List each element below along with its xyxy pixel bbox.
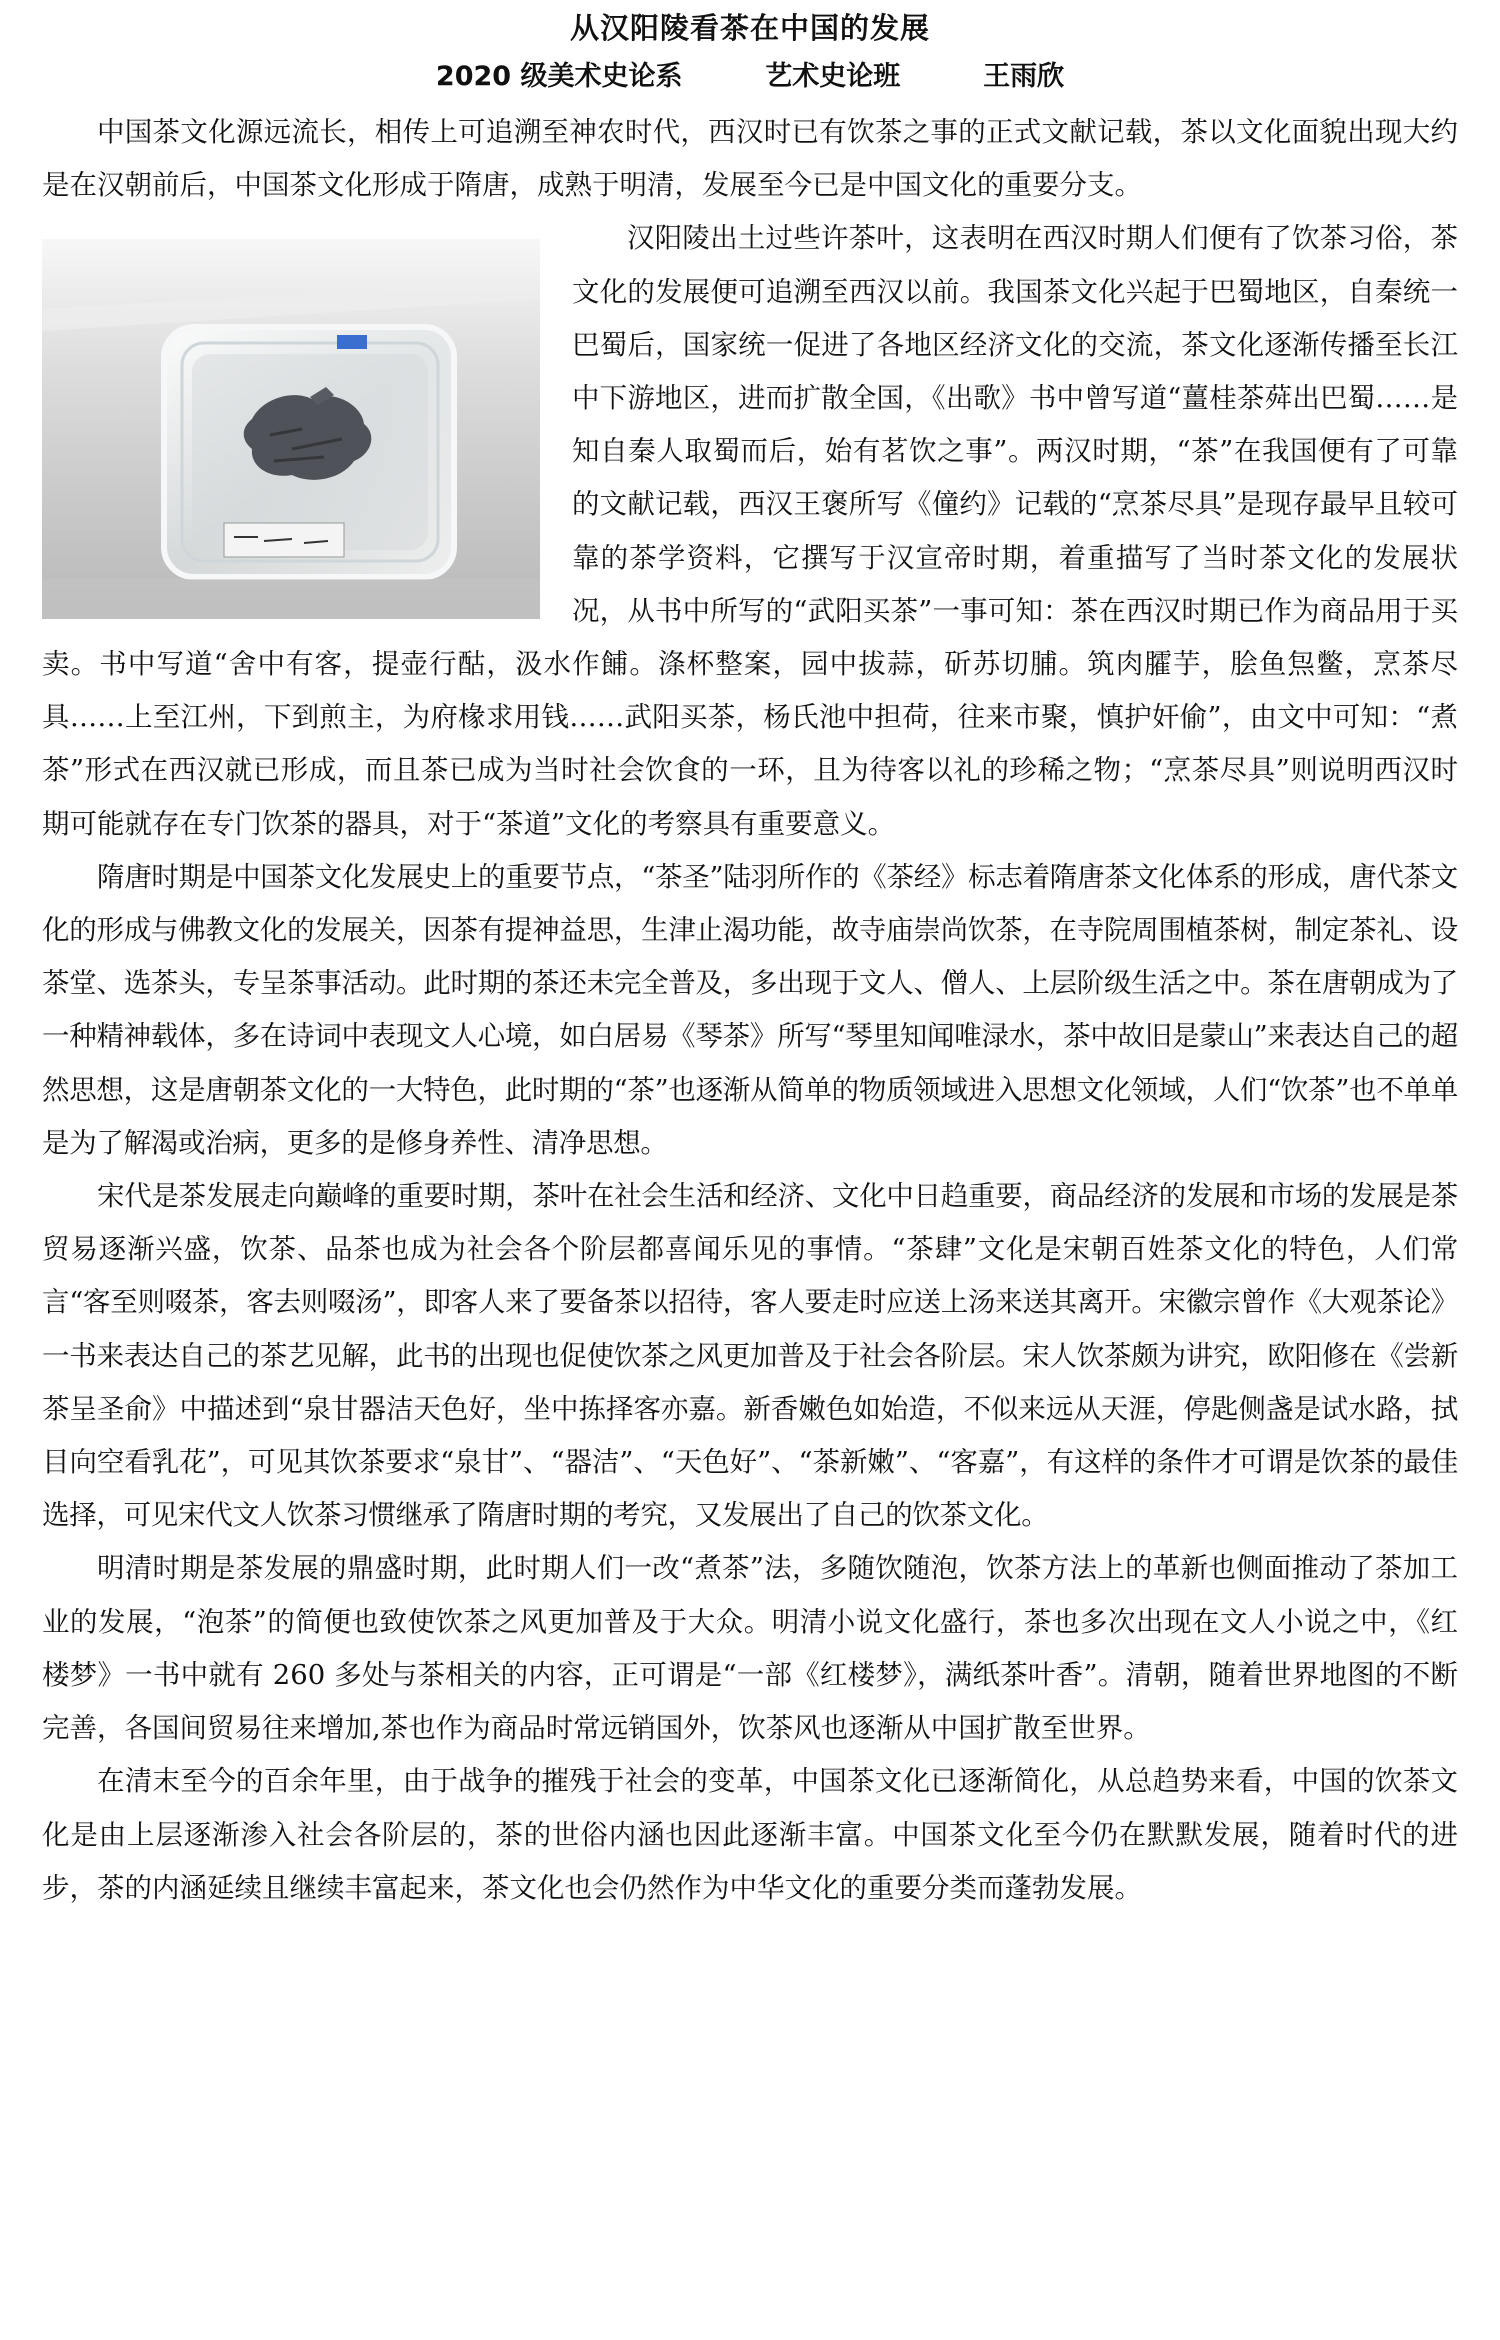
- paragraph-hanyangling: 汉阳陵出土过些许茶叶，这表明在西汉时期人们便有了饮茶习俗，茶文化的发展便可追溯至西汉以前。我国茶文化兴起于巴蜀地区，自秦统一巴蜀后，国家统一促进了各地区经济文化的交流，茶文化逐渐传播至长江中下游地区，进而扩散全国，《出歌》书中曾写道“薑桂茶荈出巴蜀……是知自秦人取蜀而后，始有茗饮之事”。两汉时期，“茶”在我国便有了可靠的文献记载，西汉王褒所写《僮约》记载的“烹茶尽具”是现存最早且较可靠的茶学资料，它撰写于汉宣帝时期，着重描写了当时茶文化的发展状况，从书中所写的“武阳买茶”一事可知：茶在西汉时期已作为商品用于买卖。书中写道“舍中有客，提壶行酤，汲水作餔。涤杯整案，园中拔蒜，斫苏切脯。筑肉臛芋，脍鱼炰鳖，烹茶尽具……上至江州，下到煎主，为府椽求用钱……武阳买茶，杨氏池中担荷，往来市聚，慎护奸偷”，由文中可知：“煮茶”形式在西汉就已形成，而且茶已成为当时社会饮食的一环，且为待客以礼的珍稀之物；“烹茶尽具”则说明西汉时期可能就存在专门饮茶的器具，对于“茶道”文化的考察具有重要意义。: [42, 222, 1458, 840]
- byline: [0, 58, 1500, 96]
- tea-specimen-photo: [42, 239, 540, 619]
- page-title: 从汉阳陵看茶在中国的发展: [569, 11, 930, 45]
- paragraph-song: 宋代是茶发展走向巅峰的重要时期，茶叶在社会生活和经济、文化中日趋重要，商品经济的发展和市场的发展是茶贸易逐渐兴盛，饮茶、品茶也成为社会各个阶层都喜闻乐见的事情。“茶肆”文化是宋朝百姓茶文化的特色，人们常言“客至则啜茶，客去则啜汤”，即客人来了要备茶以招待，客人要走时应送上汤来送其离开。宋徽宗曾作《大观茶论》一书来表达自己的茶艺见解，此书的出现也促使饮茶之风更加普及于社会各阶层。宋人饮茶颇为讲究，欧阳修在《尝新茶呈圣俞》中描述到“泉甘器洁天色好，坐中拣择客亦嘉。新香嫩色如始造，不似来远从天涯，停匙侧盏是试水路，拭目向空看乳花”，可见其饮茶要求“泉甘”、“器洁”、“天色好”、“茶新嫩”、“客嘉”，有这样的条件才可谓是饮茶的最佳选择，可见宋代文人饮茶习惯继承了隋唐时期的考究，又发展出了自己的饮茶文化。: [42, 1180, 1458, 1532]
- tea-specimen-case-icon: [42, 239, 540, 619]
- byline-author: 王雨欣: [983, 61, 1065, 92]
- paragraph-sui-tang: 隋唐时期是中国茶文化发展史上的重要节点，“茶圣”陆羽所作的《茶经》标志着隋唐茶文化体系的形成，唐代茶文化的形成与佛教文化的发展关，因茶有提神益思，生津止渴功能，故寺庙崇尚饮茶，在寺院周围植茶树，制定茶礼、设茶堂、选茶头，专呈茶事活动。此时期的茶还未完全普及，多出现于文人、僧人、上层阶级生活之中。茶在唐朝成为了一种精神载体，多在诗词中表现文人心境，如白居易《琴茶》所写“琴里知闻唯渌水，茶中故旧是蒙山”来表达自己的超然思想，这是唐朝茶文化的一大特色，此时期的“茶”也逐渐从简单的物质领域进入思想文化领域，人们“饮茶”也不单单是为了解渴或治病，更多的是修身养性、清净思想。: [42, 860, 1458, 1159]
- byline-program: 艺术史论班: [765, 61, 901, 92]
- paragraph-intro: 中国茶文化源远流长，相传上可追溯至神农时代，西汉时已有饮茶之事的正式文献记载，茶以文化面貌出现大约是在汉朝前后，中国茶文化形成于隋唐，成熟于明清，发展至今已是中国文化的重要分支。: [42, 116, 1458, 202]
- article-body: [42, 106, 1458, 1915]
- paragraph-ming-qing: 明清时期是茶发展的鼎盛时期，此时期人们一改“煮茶”法，多随饮随泡，饮茶方法上的革新也侧面推动了茶加工业的发展，“泡茶”的简便也致使饮茶之风更加普及于大众。明清小说文化盛行，茶也多次出现在文人小说之中，《红楼梦》一书中就有 260 多处与茶相关的内容，正可谓是“一部《红楼梦》，满纸茶叶香”。清朝，随着世界地图的不断完善，各国间贸易往来增加,茶也作为商品时常远销国外，饮茶风也逐渐从中国扩散至世界。: [42, 1552, 1458, 1745]
- byline-class: 2020 级美术史论系: [435, 61, 683, 92]
- paragraph-modern: 在清末至今的百余年里，由于战争的摧残于社会的变革，中国茶文化已逐渐简化，从总趋势来看，中国的饮茶文化是由上层逐渐渗入社会各阶层的，茶的世俗内涵也因此逐渐丰富。中国茶文化至今仍在默默发展，随着时代的进步，茶的内涵延续且继续丰富起来，茶文化也会仍然作为中华文化的重要分类而蓬勃发展。: [42, 1765, 1458, 1904]
